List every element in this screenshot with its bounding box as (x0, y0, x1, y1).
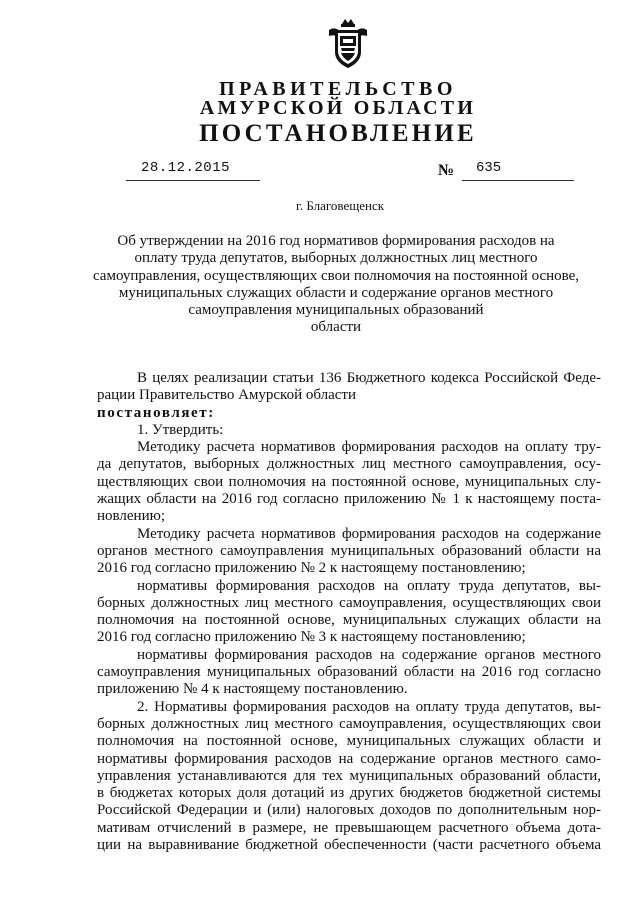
body-line: нормативы формирования расходов на оплату труда депутатов, вы- (137, 577, 601, 594)
government-title: ПРАВИТЕЛЬСТВО (219, 78, 457, 100)
document-type-title: ПОСТАНОВЛЕНИЕ (199, 120, 477, 147)
subject-line: самоуправления муниципальных образований (188, 302, 484, 319)
body-line: Российской Федерации и (или) налоговых доходов по дополнительным нор- (97, 802, 601, 819)
subject-line: самоуправления, осуществляющих свои полномочия на постоянной основе, (92, 267, 580, 284)
body-line: рации Правительство Амурской области (97, 387, 356, 404)
subject-line: оплату труда депутатов, выборных должностных лиц местного (134, 250, 538, 267)
body-line: борных должностных лиц местного самоуправления, осуществляющих свои (97, 594, 601, 611)
body-line: самоуправления муниципальных образований области на 2016 год согласно (97, 664, 601, 681)
body-line: 2016 год согласно приложению № 3 к настоящему постановлению; (97, 629, 526, 646)
coat-of-arms-icon (325, 18, 371, 70)
document-subject (0, 233, 640, 337)
region-title: АМУРСКОЙ ОБЛАСТИ (199, 97, 477, 119)
body-line: управления устанавливаются для тех муниципальных образований области, (97, 767, 601, 784)
body-line: новлению; (97, 508, 165, 525)
document-number: 635 (476, 160, 502, 176)
body-line: приложению № 4 к настоящему постановлению. (97, 681, 408, 698)
body-line: ществляющих свои полномочия на постоянной основе, муниципальных слу- (97, 473, 601, 490)
body-line: борных должностных лиц местного самоуправления, осуществляющих свои (97, 715, 601, 732)
body-line: 2. Нормативы формирования расходов на оплату труда депутатов, вы- (137, 698, 601, 715)
body-line: нормативы формирования расходов на содержание органов местного само- (97, 750, 601, 767)
body-line: нормативы формирования расходов на содержание органов местного (137, 646, 601, 663)
body-line: полномочия на постоянной основе, муниципальных служащих области и (97, 733, 601, 750)
body-line: 2016 год согласно приложению № 2 к настоящему постановлению; (97, 560, 526, 577)
subject-line: муниципальных служащих области и содержание органов местного (118, 284, 554, 301)
city-label: г. Благовещенск (295, 198, 385, 213)
number-sign: № (438, 162, 455, 179)
document-body (97, 370, 601, 854)
number-underline (462, 180, 574, 181)
body-line: да депутатов, выборных должностных лиц местного самоуправления, осу- (97, 456, 601, 473)
body-line: в бюджетах которых доля дотаций из других бюджетов бюджетной системы (97, 785, 601, 802)
body-line: мативам отчислений в размере, не превышающем расчетного объема дота- (97, 819, 601, 836)
date-underline (126, 180, 260, 181)
resolves-label: постановляет: (97, 404, 215, 421)
subject-line: области (310, 319, 362, 336)
body-line: 1. Утвердить: (137, 421, 224, 438)
body-line: В целях реализации статьи 136 Бюджетного кодекса Российской Феде- (137, 370, 601, 386)
body-line: жащих области на 2016 год согласно приложению № 1 к настоящему поста- (97, 491, 601, 508)
body-line: Методику расчета нормативов формирования расходов на содержание (137, 525, 601, 542)
subject-line: Об утверждении на 2016 год нормативов формирования расходов на (117, 233, 555, 249)
body-line: Методику расчета нормативов формирования расходов на оплату тру- (137, 439, 601, 456)
document-date: 28.12.2015 (141, 160, 231, 176)
body-line: полномочия на постоянной основе, муниципальных служащих области на (97, 612, 601, 629)
body-line: ции на выравнивание бюджетной обеспеченности (части расчетного объема (97, 837, 601, 854)
body-line: органов местного самоуправления муниципальных образований области на (97, 542, 601, 559)
